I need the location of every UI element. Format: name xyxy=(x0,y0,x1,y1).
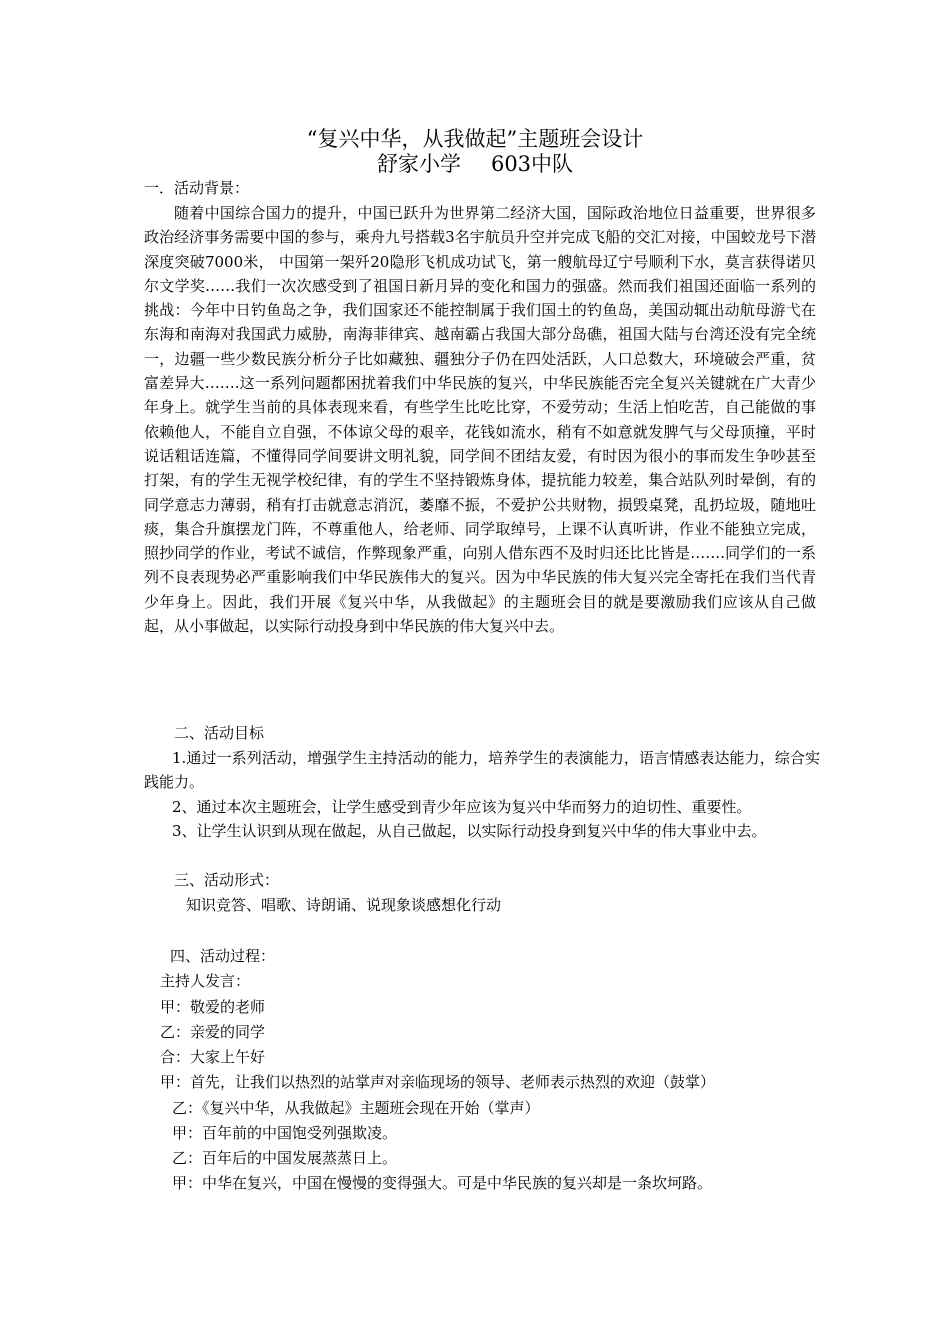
section1-paragraph: 随着中国综合国力的提升，中国已跃升为世界第二经济大国，国际政治地位日益重要，世界很多政治经济事务需要中国的参与，乘舟九号搭载3名宇航员升空并完成飞船的交汇对接，中国蛟龙号下潜深度突破7000米， 中国第一架歼20隐形飞机成功试飞，第一艘航母辽宁号顺利下水，莫言获得诺贝尔文学奖……我们一次次感受到了祖国日新月异的变化和国力的强盛。然而我们祖国还面临一系列的挑战：今年中日钓鱼岛之争，我们国家还不能控制属于我们国土的钓鱼岛，美国动辄出动航母游弋在东海和南海对我国武力威胁，南海菲律宾、越南霸占我国大部分岛礁，祖国大陆与台湾还没有完全统一，边疆一些少数民族分析分子比如藏独、疆独分子仍在四处活跃，人口总数大，环境破会严重，贫富差异大…….这一系列问题都困扰着我们中华民族的复兴，中华民族能否完全复兴关键就在广大青少年身上。就学生当前的具体表现来看，有些学生比吃比穿，不爱劳动；生活上怕吃苦，自己能做的事依赖他人，不能自立自强，不体谅父母的艰辛，花钱如流水，稍有不如意就发脾气与父母顶撞，平时说话粗话连篇，不懂得同学间要讲文明礼貌，同学间不团结友爱，有时因为很小的事而发生争吵甚至打架，有的学生无视学校纪律，有的学生不坚持锻炼身体，提抗能力较差，集合站队列时晕倒，有的同学意志力薄弱，稍有打击就意志消沉，萎靡不振，不爱护公共财物，损毁桌凳，乱扔垃圾，随地吐痰，集合升旗摆龙门阵，不尊重他人，给老师、同学取绰号，上课不认真听讲，作业不能独立完成，照抄同学的作业，考试不诚信，作弊现象严重，向别人借东西不及时归还比比皆是…….同学们的一系列不良表现势必严重影响我们中华民族伟大的复兴。因为中华民族的伟大复兴完全寄托在我们当代青少年身上。因此，我们开展《复兴中华，从我做起》的主题班会目的就是要激励我们应该从自己做起，从小事做起，以实际行动投身到中华民族的伟大复兴中去。 xyxy=(144,204,816,636)
dialogue-line: 甲：首先，让我们以热烈的站掌声对亲临现场的领导、老师表示热烈的欢迎（鼓掌） xyxy=(160,1073,716,1091)
section1-heading: 一．活动背景： xyxy=(144,179,250,197)
school-name: 舒家小学 xyxy=(376,152,461,176)
dialogue-line: 乙：亲爱的同学 xyxy=(160,1023,266,1041)
section3-heading: 三、活动形式： xyxy=(174,871,280,889)
goal-1: 1.通过一系列活动，增强学生主持活动的能力，培养学生的表演能力，语言情感表达能力，综合实践能力。 xyxy=(144,749,820,792)
activity-forms: 知识竞答、唱歌、诗朗诵、说现象谈感想化行动 xyxy=(186,896,502,914)
squad-name: 603中队 xyxy=(490,152,574,176)
dialogue-line: 乙：《复兴中华，从我做起》主题班会现在开始（掌声） xyxy=(172,1099,540,1117)
dialogue-line: 甲：敬爱的老师 xyxy=(160,998,266,1016)
dialogue-line: 甲：百年前的中国饱受列强欺凌。 xyxy=(172,1124,398,1142)
section2-heading: 二、活动目标 xyxy=(174,724,265,742)
dialogue-line: 甲：中华在复兴，中国在慢慢的变得强大。可是中华民族的复兴却是一条坎坷路。 xyxy=(172,1174,713,1192)
host-intro: 主持人发言： xyxy=(160,972,251,990)
dialogue-line: 乙：百年后的中国发展蒸蒸日上。 xyxy=(172,1149,398,1167)
section4-heading: 四、活动过程： xyxy=(170,947,276,965)
page-subtitle xyxy=(0,151,950,177)
goal-2: 2、通过本次主题班会，让学生感受到青少年应该为复兴中华而努力的迫切性、重要性。 xyxy=(172,798,752,816)
dialogue-line: 合：大家上午好 xyxy=(160,1048,266,1066)
page-title: “复兴中华，从我做起”主题班会设计 xyxy=(306,127,644,151)
goal-3: 3、让学生认识到从现在做起，从自己做起，以实际行动投身到复兴中华的伟大事业中去。 xyxy=(172,822,767,840)
